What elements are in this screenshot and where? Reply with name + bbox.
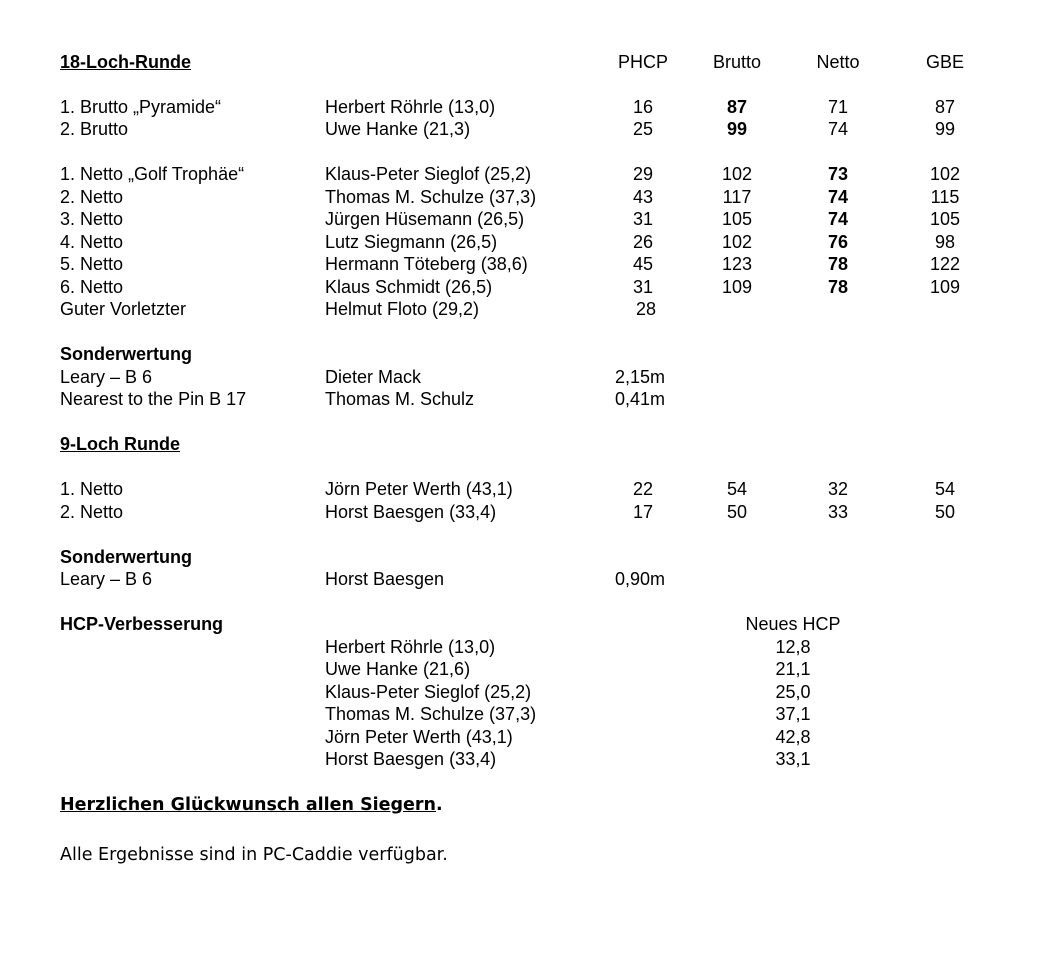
new-hcp-value: 42,8 bbox=[775, 727, 811, 747]
player-name: Thomas M. Schulz bbox=[325, 389, 475, 409]
hcp-row bbox=[0, 636, 1058, 658]
special-heading-row bbox=[0, 343, 1058, 365]
phcp-value: 31 bbox=[632, 277, 654, 297]
distance-value: 2,15m bbox=[615, 367, 666, 387]
player-name: Horst Baesgen bbox=[325, 569, 445, 589]
phcp-value: 25 bbox=[632, 119, 654, 139]
special-row bbox=[0, 568, 1058, 590]
player-name: Hermann Töteberg (38,6) bbox=[325, 254, 528, 274]
hcp-title: HCP-Verbesserung bbox=[60, 614, 224, 634]
netto-value: 78 bbox=[827, 277, 849, 297]
gbe-value: 102 bbox=[929, 164, 961, 184]
brutto-row bbox=[0, 118, 1058, 140]
player-name: Helmut Floto (29,2) bbox=[325, 299, 480, 319]
netto-value: 74 bbox=[827, 209, 849, 229]
hcp-row bbox=[0, 681, 1058, 703]
player-name: Uwe Hanke (21,3) bbox=[325, 119, 471, 139]
player-name: Jörn Peter Werth (43,1) bbox=[325, 727, 513, 747]
congratulations-period: . bbox=[436, 795, 443, 815]
brutto-row bbox=[0, 96, 1058, 118]
header-netto: Netto bbox=[816, 52, 860, 72]
result-label: 6. Netto bbox=[60, 277, 124, 297]
brutto-value: 87 bbox=[726, 97, 748, 117]
phcp-value: 28 bbox=[635, 299, 657, 319]
player-name: Klaus-Peter Sieglof (25,2) bbox=[325, 164, 532, 184]
round9-row bbox=[0, 501, 1058, 523]
distance-value: 0,90m bbox=[615, 569, 666, 589]
player-name: Horst Baesgen (33,4) bbox=[325, 502, 497, 522]
brutto-value: 102 bbox=[721, 232, 753, 252]
netto-value: 32 bbox=[827, 479, 849, 499]
gbe-value: 99 bbox=[934, 119, 956, 139]
phcp-value: 31 bbox=[632, 209, 654, 229]
netto-value: 76 bbox=[827, 232, 849, 252]
brutto-value: 105 bbox=[721, 209, 753, 229]
player-name: Dieter Mack bbox=[325, 367, 422, 387]
player-name: Klaus-Peter Sieglof (25,2) bbox=[325, 682, 532, 702]
netto-value: 74 bbox=[827, 187, 849, 207]
brutto-value: 109 bbox=[721, 277, 753, 297]
player-name: Jörn Peter Werth (43,1) bbox=[325, 479, 513, 499]
round9-header-row bbox=[0, 433, 1058, 455]
gbe-value: 109 bbox=[929, 277, 961, 297]
congratulations-line bbox=[60, 795, 443, 815]
result-label: 2. Netto bbox=[60, 187, 124, 207]
result-label: Nearest to the Pin B 17 bbox=[60, 389, 247, 409]
brutto-value: 54 bbox=[726, 479, 748, 499]
result-label: 1. Brutto „Pyramide“ bbox=[60, 97, 222, 117]
netto-row bbox=[0, 253, 1058, 275]
phcp-value: 26 bbox=[632, 232, 654, 252]
netto-value: 71 bbox=[827, 97, 849, 117]
gbe-value: 87 bbox=[934, 97, 956, 117]
player-name: Horst Baesgen (33,4) bbox=[325, 749, 497, 769]
gbe-value: 105 bbox=[929, 209, 961, 229]
new-hcp-value: 37,1 bbox=[775, 704, 811, 724]
brutto-value: 50 bbox=[726, 502, 748, 522]
hcp-row bbox=[0, 748, 1058, 770]
new-hcp-value: 12,8 bbox=[775, 637, 811, 657]
hcp-header-row bbox=[0, 613, 1058, 635]
netto-value: 33 bbox=[827, 502, 849, 522]
new-hcp-value: 25,0 bbox=[775, 682, 811, 702]
netto-value: 73 bbox=[827, 164, 849, 184]
distance-value: 0,41m bbox=[615, 389, 666, 409]
netto-row bbox=[0, 276, 1058, 298]
section-heading: Sonderwertung bbox=[60, 344, 193, 364]
header-brutto: Brutto bbox=[712, 52, 762, 72]
new-hcp-header: Neues HCP bbox=[745, 614, 841, 634]
brutto-value: 117 bbox=[722, 187, 752, 207]
netto-row bbox=[0, 231, 1058, 253]
player-name: Thomas M. Schulze (37,3) bbox=[325, 704, 537, 724]
brutto-value: 123 bbox=[721, 254, 753, 274]
player-name: Jürgen Hüsemann (26,5) bbox=[325, 209, 525, 229]
player-name: Klaus Schmidt (26,5) bbox=[325, 277, 493, 297]
header-gbe: GBE bbox=[925, 52, 964, 72]
result-label: 4. Netto bbox=[60, 232, 124, 252]
new-hcp-value: 33,1 bbox=[775, 749, 811, 769]
special-heading-row bbox=[0, 546, 1058, 568]
round18-header-row bbox=[0, 51, 1058, 73]
hcp-row bbox=[0, 703, 1058, 725]
brutto-value: 99 bbox=[726, 119, 748, 139]
new-hcp-value: 21,1 bbox=[775, 659, 811, 679]
availability-note: Alle Ergebnisse sind in PC-Caddie verfügbar. bbox=[60, 845, 448, 865]
hcp-row bbox=[0, 726, 1058, 748]
result-label: 1. Netto bbox=[60, 479, 124, 499]
player-name: Herbert Röhrle (13,0) bbox=[325, 97, 496, 117]
gbe-value: 50 bbox=[934, 502, 956, 522]
result-label: Leary – B 6 bbox=[60, 367, 153, 387]
round18-title: 18-Loch-Runde bbox=[60, 52, 192, 72]
result-label: 2. Brutto bbox=[60, 119, 129, 139]
congratulations-text: Herzlichen Glückwunsch allen Siegern bbox=[60, 795, 437, 815]
gbe-value: 98 bbox=[934, 232, 956, 252]
result-label: Guter Vorletzter bbox=[60, 299, 187, 319]
player-name: Herbert Röhrle (13,0) bbox=[325, 637, 496, 657]
phcp-value: 16 bbox=[632, 97, 654, 117]
gbe-value: 115 bbox=[930, 187, 960, 207]
netto-row bbox=[0, 208, 1058, 230]
player-name: Thomas M. Schulze (37,3) bbox=[325, 187, 537, 207]
phcp-value: 43 bbox=[632, 187, 654, 207]
round9-row bbox=[0, 478, 1058, 500]
netto-value: 78 bbox=[827, 254, 849, 274]
phcp-value: 17 bbox=[632, 502, 654, 522]
result-label: 5. Netto bbox=[60, 254, 124, 274]
gbe-value: 54 bbox=[934, 479, 956, 499]
result-label: 2. Netto bbox=[60, 502, 124, 522]
player-name: Uwe Hanke (21,6) bbox=[325, 659, 471, 679]
header-phcp: PHCP bbox=[617, 52, 668, 72]
phcp-value: 22 bbox=[632, 479, 654, 499]
result-label: 3. Netto bbox=[60, 209, 124, 229]
phcp-value: 45 bbox=[632, 254, 654, 274]
player-name: Lutz Siegmann (26,5) bbox=[325, 232, 498, 252]
vorletzter-row bbox=[0, 298, 1058, 320]
gbe-value: 122 bbox=[929, 254, 961, 274]
section-heading: Sonderwertung bbox=[60, 547, 193, 567]
special-row bbox=[0, 388, 1058, 410]
result-label: 1. Netto „Golf Trophäe“ bbox=[60, 164, 245, 184]
netto-row bbox=[0, 186, 1058, 208]
phcp-value: 29 bbox=[632, 164, 654, 184]
special-row bbox=[0, 366, 1058, 388]
netto-row bbox=[0, 163, 1058, 185]
result-label: Leary – B 6 bbox=[60, 569, 153, 589]
round9-title: 9-Loch Runde bbox=[60, 434, 180, 454]
brutto-value: 102 bbox=[721, 164, 753, 184]
netto-value: 74 bbox=[827, 119, 849, 139]
hcp-row bbox=[0, 658, 1058, 680]
